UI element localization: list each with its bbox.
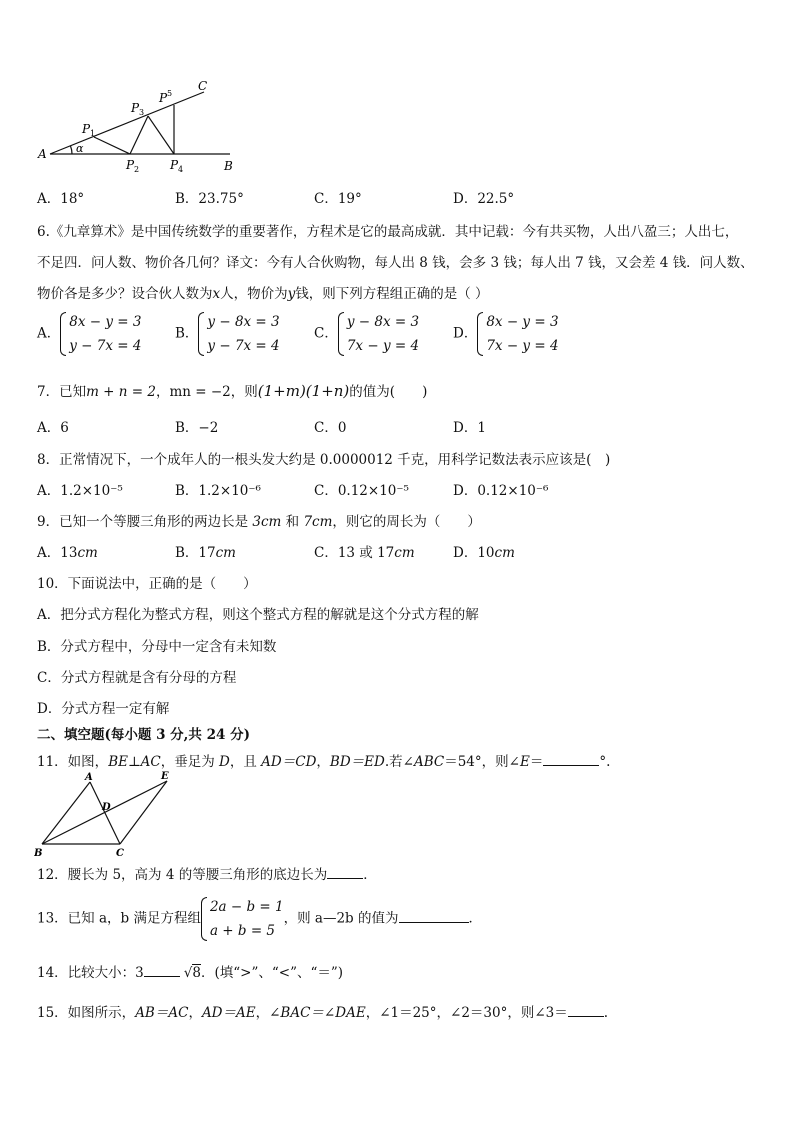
option-c xyxy=(314,310,419,358)
condition-sum: m + n = 2 xyxy=(86,384,156,400)
option-a xyxy=(37,541,98,561)
question-15-text: ，则 xyxy=(507,1005,535,1021)
label-p1-sub: 1 xyxy=(90,129,96,138)
segment-p3p4 xyxy=(148,116,174,154)
equation-row: 2a − b = 1 xyxy=(209,899,284,915)
question-11-text: 11．如图， xyxy=(37,754,109,770)
option-b: B．23.75° xyxy=(175,191,244,207)
question-7-text: 的值为( ) xyxy=(349,384,428,400)
side-length-b: 7cm xyxy=(303,514,333,530)
question-13-text: ． xyxy=(468,910,482,927)
option-label: C． xyxy=(314,325,338,342)
condition-bd-ed: BD＝ED xyxy=(329,754,385,770)
option-b xyxy=(175,310,280,358)
side-length-a: 3cm xyxy=(252,514,282,530)
expression: (1+m)(1+n) xyxy=(257,382,350,400)
label-p3: P xyxy=(131,101,140,115)
label-p2-sub: 2 xyxy=(134,165,140,174)
equation-system xyxy=(201,895,284,943)
question-9-text: ，则它的周长为（ ） xyxy=(332,514,481,530)
question-11-text: ＝ xyxy=(529,754,544,770)
question-8-stem: 8．正常情况下，一个成年人的一根头发大约是 0.0000012 千克，用科学记数法表示应该是( ) xyxy=(37,452,611,468)
option-a xyxy=(37,310,141,358)
option-label: D． xyxy=(453,325,478,342)
angle-abc: ∠ABC xyxy=(402,754,445,770)
label-p5-sub: 5 xyxy=(167,89,173,98)
segment-ce xyxy=(120,781,167,844)
question-11-text: ， xyxy=(316,754,330,770)
question-15-text: ， xyxy=(255,1005,270,1021)
option-d xyxy=(453,541,515,561)
equation-row: y − 8x = 3 xyxy=(207,314,280,330)
segment-p1p2 xyxy=(94,137,130,154)
variable-x: x xyxy=(212,286,221,302)
equation-system xyxy=(198,310,279,358)
equation-row: y − 8x = 3 xyxy=(346,314,420,330)
question-6-line-1: 6.《九章算术》是中国传统数学的重要著作，方程术是它的最高成就．其中记载：今有共买物，人出八盈三；人出七， xyxy=(37,224,739,240)
equation-row: 8x − y = 3 xyxy=(69,314,142,330)
option-b: B．分式方程中，分母中一定含有未知数 xyxy=(37,639,277,655)
condition: ∠BAC＝∠DAE xyxy=(269,1005,366,1021)
question-15-text: ， xyxy=(365,1005,380,1021)
condition-perpendicular: BE⊥AC xyxy=(108,754,161,770)
label-a: A xyxy=(85,772,93,783)
option-c: C．19° xyxy=(314,191,362,207)
question-6-line-3 xyxy=(37,282,489,302)
option-unit: cm xyxy=(494,545,515,561)
question-11-text: ，垂足为 xyxy=(160,754,220,770)
equation-row: y − 7x = 4 xyxy=(207,338,280,354)
label-p2: P xyxy=(126,158,135,172)
condition: ∠2＝30° xyxy=(450,1005,508,1021)
option-d: D．1 xyxy=(453,420,486,436)
option-c: C．0.12×10⁻⁵ xyxy=(314,483,409,499)
label-p1: P xyxy=(82,122,91,136)
label-b: B xyxy=(34,848,43,859)
question-6-text-a: 物价各是多少？设合伙人数为 xyxy=(37,286,213,302)
question-9-text: 和 xyxy=(281,514,304,530)
point-d: D xyxy=(219,754,230,770)
option-d: D．0.12×10⁻⁶ xyxy=(453,483,549,499)
question-13-text: 13．已知 a，b 满足方程组 xyxy=(37,910,201,927)
label-d: D xyxy=(102,802,111,813)
equation-row: 7x − y = 4 xyxy=(346,338,420,354)
equation-row: y − 7x = 4 xyxy=(69,338,142,354)
question-6-text-b: 人，物价为 xyxy=(220,286,288,302)
option-a: A．把分式方程化为整式方程，则这个整式方程的解就是这个分式方程的解 xyxy=(37,607,479,623)
option-c: C．分式方程就是含有分母的方程 xyxy=(37,670,237,686)
question-11-stem xyxy=(37,750,610,770)
segment-ba xyxy=(42,782,90,844)
question-12-stem xyxy=(37,863,377,883)
question-11-text: ，且 xyxy=(229,754,262,770)
option-a: A．1.2×10⁻⁵ xyxy=(37,483,123,499)
question-9-text: 9．已知一个等腰三角形的两边长是 xyxy=(37,514,253,530)
option-value: D．10 xyxy=(453,545,495,561)
label-p5: P xyxy=(159,91,168,105)
equation-row: a + b = 5 xyxy=(209,923,276,939)
segment-ac xyxy=(90,782,120,844)
option-value: C．13 或 17 xyxy=(314,545,395,561)
answer-blank[interactable] xyxy=(568,1004,604,1017)
angle-e: ∠E xyxy=(508,754,530,770)
question-6-line-2: 不足四．问人数、物价各几何？译文：今有人合伙购物，每人出 8 钱，会多 3 钱；每人出 7 钱，又会差 4 钱．问人数、 xyxy=(37,255,754,271)
question-13-stem xyxy=(37,895,482,943)
question-12-text: ． xyxy=(363,867,377,883)
answer-blank[interactable] xyxy=(327,866,363,879)
option-unit: cm xyxy=(215,545,236,561)
question-7-text: 7．已知 xyxy=(37,384,87,400)
answer-blank[interactable] xyxy=(399,910,469,923)
label-alpha: α xyxy=(76,142,84,155)
option-b: B．1.2×10⁻⁶ xyxy=(175,483,261,499)
question-11-text: .若 xyxy=(384,754,403,770)
section-title: 二、填空题(每小题 3 分,共 24 分) xyxy=(37,727,250,743)
question-10-stem: 10．下面说法中，正确的是（ ） xyxy=(37,576,257,592)
option-unit: cm xyxy=(77,545,98,561)
equation-system xyxy=(477,310,558,358)
option-label: B． xyxy=(175,325,199,342)
question-14-text: ．(填“>”、“<”、“＝”) xyxy=(200,965,344,981)
radicand: 8 xyxy=(192,965,201,981)
target-angle: ∠3＝ xyxy=(534,1005,568,1021)
answer-blank[interactable] xyxy=(144,964,180,977)
option-b xyxy=(175,541,236,561)
answer-blank[interactable] xyxy=(543,753,599,766)
label-c: C xyxy=(198,79,208,93)
equation-row: 7x − y = 4 xyxy=(486,338,559,354)
option-value: B．17 xyxy=(175,545,216,561)
label-b: B xyxy=(224,159,233,173)
option-unit: cm xyxy=(394,545,415,561)
option-b: B．−2 xyxy=(175,420,219,436)
question-15-text: . xyxy=(603,1005,609,1021)
label-c: C xyxy=(116,848,124,859)
label-p4: P xyxy=(170,158,179,172)
question-11-text: ＝54°，则 xyxy=(444,754,509,770)
condition: AB＝AC xyxy=(135,1005,189,1021)
ray-ac xyxy=(50,92,204,154)
equation-row: 8x − y = 3 xyxy=(486,314,559,330)
option-d xyxy=(453,310,559,358)
figure-angle-triangles xyxy=(36,76,246,176)
option-c: C．0 xyxy=(314,420,347,436)
label-p4-sub: 4 xyxy=(178,165,184,174)
equation-system xyxy=(60,310,141,358)
label-p3-sub: 3 xyxy=(139,108,145,117)
question-15-text: ， xyxy=(188,1005,202,1021)
question-15-stem xyxy=(37,1001,608,1021)
question-13-text: ，则 a—2b 的值为 xyxy=(283,910,399,927)
question-9-stem xyxy=(37,510,481,530)
question-7-text: ，mn = −2，则 xyxy=(155,384,258,400)
angle-alpha-arc xyxy=(71,146,73,154)
option-a: A．18° xyxy=(37,191,85,207)
option-a: A．6 xyxy=(37,420,69,436)
condition-ad-cd: AD＝CD xyxy=(261,754,317,770)
question-15-text: ， xyxy=(436,1005,451,1021)
option-label: A． xyxy=(37,325,61,342)
question-14-stem xyxy=(37,961,343,981)
question-14-text: 14．比较大小：3 xyxy=(37,965,144,981)
condition: AD＝AE xyxy=(201,1005,256,1021)
question-11-text: °. xyxy=(599,754,611,770)
option-d: D．22.5° xyxy=(453,191,515,207)
equation-system xyxy=(338,310,419,358)
label-e: E xyxy=(161,771,169,782)
question-7-stem xyxy=(37,380,427,400)
radical-sign-icon: √ xyxy=(183,965,193,981)
variable-y: y xyxy=(287,286,296,302)
option-c xyxy=(314,541,415,561)
option-value: A．13 xyxy=(37,545,78,561)
figure-parallelogram xyxy=(34,770,179,860)
option-d: D．分式方程一定有解 xyxy=(37,701,170,717)
question-6-text-c: 钱，则下列方程组正确的是（ ） xyxy=(295,286,489,302)
question-12-text: 12．腰长为 5，高为 4 的等腰三角形的底边长为 xyxy=(37,867,328,883)
condition: ∠1＝25° xyxy=(379,1005,437,1021)
question-15-text: 15．如图所示， xyxy=(37,1005,136,1021)
label-a: A xyxy=(38,147,47,161)
segment-p2p3 xyxy=(130,116,148,154)
